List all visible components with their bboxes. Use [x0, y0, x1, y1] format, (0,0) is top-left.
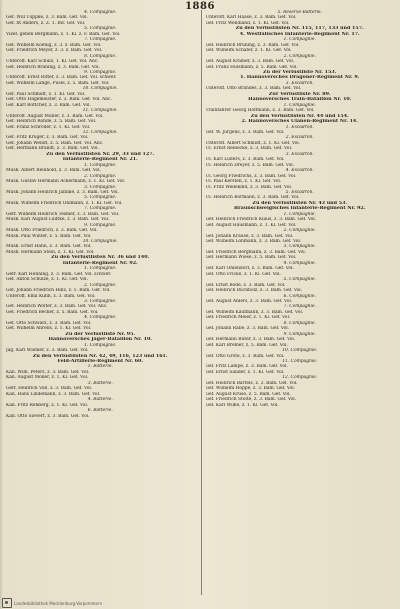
entry-line: Musk. Paul Winter, z. 5. Bam. Gef. Vol.: [6, 233, 92, 239]
entry-line: Musk. Albert Reinhold, z. 3. Bam. Gef. Vol.: [6, 168, 101, 174]
entry-line: Gef. ht Anders, z. Z. 1. Inv. Gef. Vol.: [6, 20, 86, 26]
unit-subheading: 7. Compagnie.: [84, 37, 117, 43]
entry-line: Gef. Friedrich Meier, z. 1. Kl. Gef. Vol.: [205, 315, 291, 321]
unit-subheading: 7. Compagnie.: [84, 206, 117, 212]
page-number: 1886: [185, 1, 215, 12]
unit-subheading: 6. Compagnie.: [283, 293, 316, 299]
unit-subheading: 5. Reserve-Batterie.: [277, 10, 322, 15]
unit-subheading: 1. Batterie.: [87, 364, 113, 370]
library-logo-icon: [2, 598, 12, 608]
entry-line: Ul. Karl Lüders, z. 3. Bam. Gef. Vol.: [205, 157, 285, 163]
unit-subheading: 4. Escadron.: [285, 168, 314, 174]
unit-subheading: 8. Compagnie.: [84, 53, 117, 59]
unit-subheading: 8. Compagnie.: [283, 320, 316, 326]
entry-line: Gef. August Hausmann, z. 1. Kl. Gef. Vol.: [205, 222, 297, 228]
entry-line: Gef. Anton Schulze, z. 1. Kl. Gef. Vol.: [6, 277, 88, 283]
entry-line: Unteroff. Otto Brandes, z. 3. Bam. Gef. Vol.: [205, 86, 302, 92]
section-heading: Zu den Verlustlisten Nr. 42, 49, 116, 123 und 161.: [32, 353, 168, 359]
entry-line: Gef. Heinrich Bartels, z. 3. Bam. Gef. Vol.: [205, 380, 298, 386]
entry-line: Gef. Karl Böttcher, z. 3. Bam. Gef. Vol.: [6, 102, 91, 108]
entry-line: Kan. Wilh. Peters, z. 3. Bam. Gef. Vol.: [6, 369, 90, 375]
section-heading: Infanterie-Regiment Nr. 92.: [62, 260, 138, 266]
section-heading: Zu den Verlustlisten Nr. 29, 33 und 127.: [46, 151, 155, 157]
unit-subheading: 1. Compagnie.: [84, 266, 117, 272]
section-heading: Zu den Verlustlisten Nr. 115, 117, 133 und 157.: [235, 26, 364, 32]
entry-line: Unteroff. Karl Haase, z. 3. Bam. Gef. Vol.: [205, 15, 297, 21]
text-columns: [6, 10, 394, 595]
unit-subheading: 3. Escadron.: [285, 151, 314, 157]
unit-subheading: 11. Compagnie.: [282, 359, 318, 364]
section-heading: Braunschweigisches Infanterie-Regiment Nr. 92.: [234, 206, 366, 212]
unit-subheading: 10. Compagnie.: [82, 86, 118, 92]
entry-line: Jäg. Karl Wiemer, z. 3. Bam. Gef. Vol.: [6, 348, 89, 354]
unit-subheading: 3. Batterie.: [87, 380, 113, 386]
entry-line: Gef. Fritz Lampe, z. 3. Bam. Gef. Vol.: [205, 364, 288, 370]
column-left: [6, 10, 195, 595]
unit-subheading: 5. Compagnie.: [283, 277, 316, 283]
section-heading: 2. Hannoversches Ulanen-Regiment Nr. 14.: [241, 119, 358, 125]
entry-line: Gef. Paul Schmidt, z. 1. Kl. Gef. Vol.: [6, 91, 86, 97]
unit-subheading: 1. Compagnie.: [283, 102, 316, 108]
entry-line: Gef. Franz Schröder, z. 1. Kl. Gef. Vol.: [6, 124, 91, 130]
entry-line: Gef. Ernst Sander, z. 1. Kl. Gef. Vol.: [205, 369, 285, 375]
unit-subheading: 5. Escadron.: [285, 189, 314, 195]
scan-edge-left: [0, 0, 3, 609]
entry-line: Gef. Johann Krause, z. 3. Bam. Gef. Vol.: [205, 233, 294, 239]
entry-line: Gefr. Karl Henning, z. 3. Bam. Gef. Vol. schwer.: [6, 271, 112, 277]
entry-line: Unteroff. Ernst Ritter, z. 3. Bam. Gef. Vol. schwer.: [6, 75, 117, 81]
entry-line: Gef. Heinrich Rohde, z. 5. Bam. Gef. Vol.: [6, 119, 97, 125]
entry-line: Gef. Wilhelm Ahrens, z. 1. Kl. Gef. Vol.: [6, 326, 92, 332]
section-heading: Hannoversches Train-Bataillon Nr. 10.: [248, 97, 352, 103]
unit-subheading: 1. Compagnie.: [84, 342, 117, 348]
entry-line: Gefr. Heinrich Voß, z. 3. Bam. Gef. Vol.: [6, 386, 93, 392]
unit-subheading: 5. Compagnie.: [84, 26, 117, 32]
entry-line: Kan. Hans Lindemann, z. 3. Bam. Gef. Vol.: [6, 391, 101, 397]
entry-line: Gef. Friedrich Becker, z. 5. Bam. Gef. Vol.: [6, 309, 99, 315]
entry-line: Gef. Heinrich Friedrich Klaus, z. 3. Bam. Gef. Vol.: [205, 217, 317, 223]
entry-line: Gef. Johann Rabe, z. 3. Bam. Gef. Vol.: [205, 326, 290, 332]
section-heading: Zur Verlustliste Nr. 89.: [268, 91, 331, 97]
entry-line: Gef. Wilhelm Schäfer, z. 1. Kl. Gef. Vol.: [205, 48, 292, 54]
entry-line: Musk. Johann Heinrich Jahnke, z. 3. Bam. Gef. Vol.: [6, 189, 119, 195]
entry-line: Ul. Georg Friedrichs, z. 3. Bam. Gef. Vol.: [205, 173, 297, 179]
entry-line: Ul. Heinrich Dreyer, z. 5. Bam. Gef. Vol.: [205, 162, 295, 168]
entry-line: Gef. Johann Wendt, z. 5. Bam. Gef. Vol. Anc.: [6, 140, 104, 146]
entry-line: Gef. Otto Schwarz, z. 3. Bam. Gef. Vol.: [6, 320, 92, 326]
entry-line: Gef. Heinrich Wolter, z. 3. Bam. Gef. Vol. Anc.: [6, 304, 108, 310]
entry-line: Gef. Wilhelm Lange, Pusel, z. 5. Bam. Gef. Vol.: [6, 80, 110, 86]
unit-subheading: 4. Compagnie.: [84, 10, 117, 15]
entry-line: Gef. August Kruse, z. 5. Bam. Gef. Vol.: [205, 391, 291, 397]
entry-line: Gef. Heinrich Buchholz, z. 3. Bam. Gef. Vol.: [205, 288, 303, 294]
unit-subheading: 10. Compagnie.: [282, 348, 318, 354]
entry-line: Unteroff. Albert Schmidt, z. 1. Kl. Gef. Vol.: [205, 140, 301, 146]
unit-subheading: 3. Escadron.: [285, 80, 314, 86]
section-heading: 4. Westfälisches Infanterie-Regiment Nr. 17.: [239, 31, 360, 37]
entry-line: Gef. Hermann Wiese, z. 5. Bam. Gef. Vol.: [205, 255, 297, 261]
entry-line: Gef. Otto Hagemeister, z. 3. Bam. Gef. Vol. Anc.: [6, 97, 112, 103]
unit-subheading: 2. Compagnie.: [84, 173, 117, 179]
entry-line: Gef. Karl Wilke, z. 1. Kl. Gef. Vol.: [205, 402, 279, 408]
unit-subheading: 11. Compagnie.: [82, 108, 118, 114]
unit-subheading: 1. Compagnie.: [283, 211, 316, 217]
section-heading: Zu den Verlustlisten Nr. 44 und 154.: [250, 113, 349, 119]
entry-line: Gef. Franz Hülsmann, z. 5. Bam. Gef. Vol.: [205, 64, 298, 70]
unit-subheading: 3. Compagnie.: [283, 244, 316, 250]
entry-line: Gef. Karl Ohlendorf, z. 3. Bam. Gef. Vol.: [205, 266, 294, 272]
entry-line: Gef. Wilhelm Lohmann, z. 3. Bam. Gef. Vol.: [205, 239, 302, 245]
entry-line: Gef. Otto Grote, z. 3. Bam. Gef. Vol.: [205, 353, 285, 359]
unit-subheading: 4. Batterie.: [87, 397, 113, 403]
unit-subheading: 9. Compagnie.: [283, 331, 316, 337]
section-heading: Zu der Verlustliste Nr. 153.: [263, 69, 337, 75]
entry-line: Gef. Will Tuppke, z. 3. Bam. Gef. Vol.: [6, 15, 88, 21]
unit-subheading: 9. Compagnie.: [84, 69, 117, 75]
entry-line: Gefr. Wilhelm Heinrich Tesmer, z. 3. Bam. Gef. Vol.: [6, 211, 120, 217]
entry-line: Gef. Hermann Rüter, z. 3. Bam. Gef. Vol.: [205, 337, 296, 343]
entry-line: Gef. Heinrich Brüning, z. 3. Bam. Gef. Vol.: [205, 42, 300, 48]
unit-subheading: 4. Compagnie.: [283, 260, 316, 266]
unit-subheading: 6. Batterie.: [87, 408, 113, 414]
entry-line: Kan. August Möller, z. 1. Kl. Gef. Vol.: [6, 375, 89, 381]
entry-line: Trainfahrer Georg Hoffmann, z. 3. Bam. Gef. Vol.: [205, 108, 315, 114]
unit-subheading: 2. Compagnie.: [283, 53, 316, 59]
unit-subheading: 1. Escadron.: [285, 124, 314, 130]
entry-line: Unteroff. August Müller, z. 3. Bam. Gef. Vol.: [6, 113, 104, 119]
section-heading: 1. Hannoversches Dragoner-Regiment Nr. 9.: [240, 75, 360, 81]
entry-line: Gef. Otto Fricke, z. 1. Kl. Gef. Vol.: [205, 271, 281, 277]
unit-subheading: 4. Compagnie.: [84, 315, 117, 321]
entry-line: Musk. Wilhelm Friedrich Ohlmann, z. 1. Kl. Gef. Vol.: [6, 200, 123, 206]
section-heading: Zu der Verlustliste Nr. 95.: [65, 331, 136, 337]
unit-subheading: 2. Escadron.: [285, 135, 314, 141]
library-credit: [2, 598, 102, 608]
entry-line: Gef. Ernst Bode, z. 3. Bam. Gef. Vol.: [205, 282, 286, 288]
unit-subheading: 2. Compagnie.: [283, 228, 316, 234]
entry-line: Gef. Friedrich Bergmann, z. 3. Bam. Gef. Vol.: [205, 249, 307, 255]
unit-subheading: 5. Compagnie.: [84, 195, 117, 201]
entry-line: Gef. Wilhelm Kaufmann, z. 3. Bam. Gef. Vol.: [205, 309, 304, 315]
unit-subheading: 3. Compagnie.: [84, 299, 117, 305]
unit-subheading: 1. Compagnie.: [84, 162, 117, 168]
entry-line: Ul. Ernst Reinecke, z. 3. Bam. Gef. Vol.: [205, 146, 293, 152]
section-heading: Zu den Verlustlisten Nr. 36 und 140.: [51, 255, 150, 261]
entry-line: Gef. Friedrich Stolte, z. 3. Bam. Gef. Vol.: [205, 397, 297, 403]
entry-line: Gef. Johann Friedrich Hinz, z. 1. Bam. Gef. Vol.: [6, 288, 111, 294]
entry-line: Gef. Karl Bremer, z. 5. Bam. Gef. Vol.: [205, 342, 288, 348]
entry-line: Gef. August Krämer, z. 3. Bam. Gef. Vol.: [205, 59, 295, 65]
unit-subheading: 9. Compagnie.: [84, 222, 117, 228]
unit-subheading: 3. Compagnie.: [84, 184, 117, 190]
column-right: [201, 10, 395, 595]
entry-line: Kan. Otto Sievert, z. 3. Bam. Gef. Vol.: [6, 413, 90, 419]
unit-subheading: 2. Compagnie.: [84, 282, 117, 288]
section-heading: Feld-Artillerie-Regiment Nr. 60.: [57, 359, 144, 364]
entry-line: Gef. Heinrich Bräning, z. 3. Bam. Gef. Vol.: [6, 64, 100, 70]
entry-line: Ul. Paul Kersten, z. 1. Kl. Gef. Vol.: [205, 179, 282, 185]
section-heading: Hannoversches Jäger-Bataillon Nr. 10.: [48, 337, 152, 343]
entry-line: Gef. Hermann Brandt, z. 3. Bam. Gef. Vol.: [6, 146, 99, 152]
section-heading: Zu den Verlustlisten Nr. 43 und 53.: [252, 200, 348, 206]
entry-line: Musk. Otto Friedrich, z. 3. Bam. Gef. Vol.: [6, 228, 98, 234]
library-credit-text: Landesbibliothek Mecklenburg-Vorpommern: [14, 600, 103, 606]
unit-subheading: 10. Compagnie.: [82, 239, 118, 245]
entry-line: Musk. Ernst Hahn, z. 3. Bam. Gef. Vol.: [6, 244, 92, 250]
unit-subheading: 1. Compagnie.: [283, 37, 316, 43]
entry-line: Ul. Fritz Wedekind, z. 3. Bam. Gef. Vol.: [205, 184, 293, 190]
entry-line: Gef. Fritz Krüger, z. 3. Bam. Gef. Vol.: [6, 135, 89, 141]
entry-line: Gef. Wilhelm Koenig, z. 3. z. Bam. Gef. Vol.: [6, 42, 102, 48]
entry-line: Ul. Heinrich Bormann, z. 3. Bam. Gef. Vol.: [205, 195, 300, 201]
entry-line: Kan. Fritz Rehberg, z. 1. Kl. Gef. Vol.: [6, 402, 89, 408]
unit-subheading: 7. Compagnie.: [283, 304, 316, 310]
entry-line: Vizef. geben Bergmann, z. 1. Kl. z. F. Bam. Gef. Vol.: [6, 31, 121, 37]
entry-line: Gef. August Ahlers, z. 3. Bam. Gef. Vol.: [205, 299, 293, 305]
unit-subheading: 12. Compagnie.: [82, 129, 118, 135]
entry-line: Gef. Friedrich Meyer, z. 3. z. Bam. Gef. Vol.: [6, 48, 103, 54]
entry-line: Gef. Fritz Wendland, z. 1. Kl. Gef. Vol.: [205, 20, 290, 26]
entry-line: Gef. W. Jürgens, z. 3. Bam. Gef. Vol.: [205, 129, 285, 135]
entry-line: Musk. Gustav Hermann Ackermann, z. 1. Kl. Gef. Vol.: [6, 179, 126, 185]
entry-line: Musk. Hermann Stein, z. 1. Kl. Gef. Vol.: [6, 249, 95, 255]
entry-line: Musk. Karl August Lüdtke, z. 3. Bam. Gef. Vol.: [6, 217, 110, 223]
entry-line: Unteroff. Karl Schulz, 1. Kl. Gef. Vol. Anc.: [6, 59, 99, 65]
unit-subheading: 12. Compagnie.: [282, 375, 318, 381]
entry-line: Gef. Wilhelm Hoppe, z. 3. Bam. Gef. Vol.: [205, 386, 296, 392]
entry-line: Unteroff. Emil Kühn, z. 3. Bam. Gef. Vol.: [6, 293, 96, 299]
section-heading: Infanterie-Regiment Nr. 21.: [62, 157, 138, 163]
